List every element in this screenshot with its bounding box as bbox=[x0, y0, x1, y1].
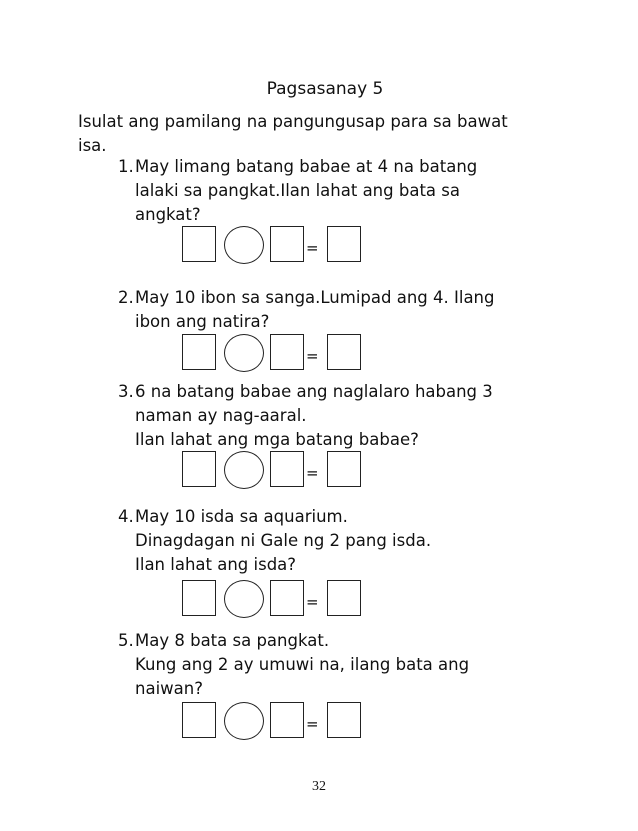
item-text-line: May 10 ibon sa sanga.Lumipad ang 4. Ilang bbox=[135, 288, 495, 307]
operation-circle[interactable] bbox=[224, 702, 264, 740]
page-number: 32 bbox=[312, 779, 326, 794]
page-title: Pagsasanay 5 bbox=[266, 79, 384, 99]
answer-box-second-number[interactable] bbox=[270, 226, 304, 262]
item-text-line: May limang batang babae at 4 na batang bbox=[135, 157, 478, 176]
equals-sign: = bbox=[306, 347, 319, 365]
equals-sign: = bbox=[306, 593, 319, 611]
item-text-line: Kung ang 2 ay umuwi na, ilang bata ang bbox=[135, 655, 470, 674]
operation-circle[interactable] bbox=[224, 451, 264, 489]
item-number: 1. bbox=[118, 157, 134, 176]
item-number: 3. bbox=[118, 382, 134, 401]
instruction-line: Isulat ang pamilang na pangungusap para sa bawat bbox=[78, 112, 508, 131]
item-text-line: naiwan? bbox=[135, 679, 203, 698]
item-text-line: 6 na batang babae ang naglalaro habang 3 bbox=[135, 382, 493, 401]
operation-circle[interactable] bbox=[224, 226, 264, 264]
item-text bbox=[135, 155, 538, 227]
operation-circle[interactable] bbox=[224, 580, 264, 618]
item-text-line: May 10 isda sa aquarium. bbox=[135, 507, 348, 526]
answer-box-second-number[interactable] bbox=[270, 702, 304, 738]
instruction bbox=[78, 110, 548, 158]
answer-box-first-number[interactable] bbox=[182, 334, 216, 370]
item-text-line: angkat? bbox=[135, 205, 201, 224]
answer-box-first-number[interactable] bbox=[182, 226, 216, 262]
item-number: 2. bbox=[118, 288, 134, 307]
equals-sign: = bbox=[306, 239, 319, 257]
item-text-line: naman ay nag-aaral. bbox=[135, 406, 307, 425]
item-text bbox=[135, 629, 538, 701]
answer-box-result[interactable] bbox=[327, 580, 361, 616]
answer-box-result[interactable] bbox=[327, 451, 361, 487]
item-text-line: Dinagdagan ni Gale ng 2 pang isda. bbox=[135, 531, 432, 550]
number-sentence-4 bbox=[182, 580, 362, 618]
answer-box-result[interactable] bbox=[327, 702, 361, 738]
answer-box-first-number[interactable] bbox=[182, 451, 216, 487]
item-text-line: May 8 bata sa pangkat. bbox=[135, 631, 330, 650]
item-text-line: Ilan lahat ang mga batang babae? bbox=[135, 430, 419, 449]
answer-box-first-number[interactable] bbox=[182, 580, 216, 616]
operation-circle[interactable] bbox=[224, 334, 264, 372]
item-text bbox=[135, 286, 538, 334]
answer-box-second-number[interactable] bbox=[270, 580, 304, 616]
exercise-item-3 bbox=[118, 380, 538, 452]
item-number: 4. bbox=[118, 507, 134, 526]
item-text-line: Ilan lahat ang isda? bbox=[135, 555, 297, 574]
answer-box-result[interactable] bbox=[327, 226, 361, 262]
number-sentence-2 bbox=[182, 334, 362, 372]
exercise-item-5 bbox=[118, 629, 538, 701]
answer-box-result[interactable] bbox=[327, 334, 361, 370]
answer-box-second-number[interactable] bbox=[270, 334, 304, 370]
answer-box-second-number[interactable] bbox=[270, 451, 304, 487]
instruction-line: isa. bbox=[78, 136, 107, 155]
equals-sign: = bbox=[306, 715, 319, 733]
equals-sign: = bbox=[306, 464, 319, 482]
item-text bbox=[135, 380, 538, 452]
item-text bbox=[135, 505, 538, 577]
exercise-item-2 bbox=[118, 286, 538, 334]
exercise-item-4 bbox=[118, 505, 538, 577]
number-sentence-3 bbox=[182, 451, 362, 489]
item-number: 5. bbox=[118, 631, 134, 650]
item-text-line: ibon ang natira? bbox=[135, 312, 270, 331]
number-sentence-1 bbox=[182, 226, 362, 264]
answer-box-first-number[interactable] bbox=[182, 702, 216, 738]
exercise-item-1 bbox=[118, 155, 538, 227]
item-text-line: lalaki sa pangkat.Ilan lahat ang bata sa bbox=[135, 181, 460, 200]
number-sentence-5 bbox=[182, 702, 362, 740]
